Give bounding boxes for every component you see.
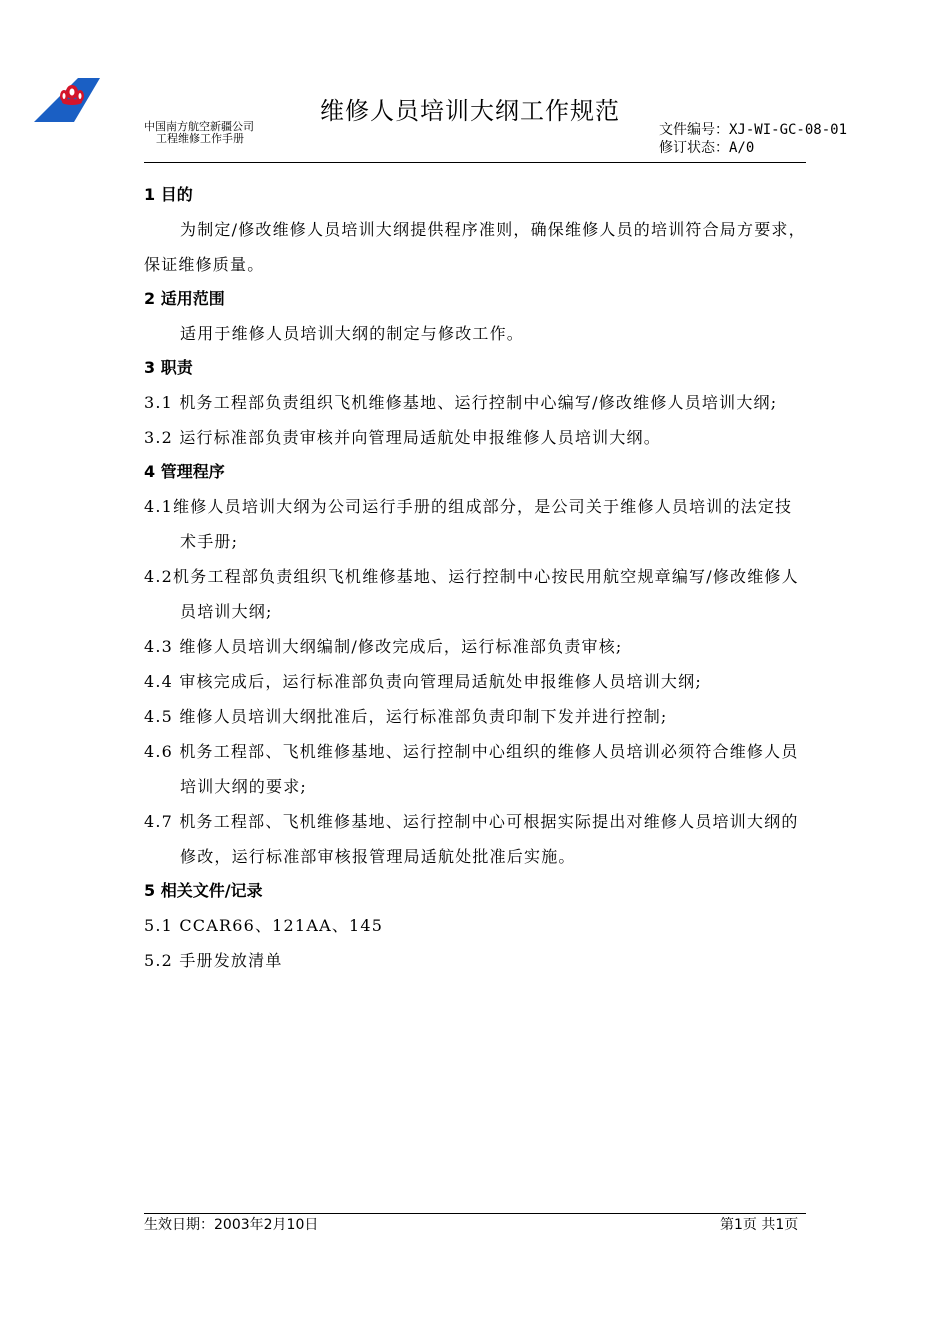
- paragraph: 为制定/修改维修人员培训大纲提供程序准则，确保维修人员的培训符合局方要求，保证维修质量。: [144, 220, 806, 274]
- list-item: 3.2 运行标准部负责审核并向管理局适航处申报维修人员培训大纲。: [144, 428, 661, 447]
- section-heading: 3 职责: [144, 358, 193, 377]
- document-title: 维修人员培训大纲工作规范: [320, 97, 620, 125]
- doc-number: 文件编号：XJ-WI-GC-08-01: [659, 122, 848, 138]
- document-body: [144, 178, 806, 978]
- list-item: 5.1 CCAR66、121AA、145: [144, 916, 384, 935]
- list-item: 4.5 维修人员培训大纲批准后，运行标准部负责印制下发并进行控制;: [144, 707, 668, 726]
- paragraph: 适用于维修人员培训大纲的制定与修改工作。: [180, 324, 525, 343]
- footer-divider: [144, 1213, 806, 1214]
- section-heading: 2 适用范围: [144, 289, 225, 308]
- manual-name: 工程维修工作手册: [156, 132, 244, 145]
- list-item: 4.2机务工程部负责组织飞机维修基地、运行控制中心按民用航空规章编写/修改维修人员培训大纲;: [144, 567, 799, 621]
- company-name: 中国南方航空新疆公司: [144, 120, 254, 133]
- document-meta: [659, 121, 847, 157]
- list-item: 4.7 机务工程部、飞机维修基地、运行控制中心可根据实际提出对维修人员培训大纲的修改，运行标准部审核报管理局适航处批准后实施。: [144, 812, 799, 866]
- page-info: 第1页 共1页: [720, 1217, 799, 1233]
- section-heading: 4 管理程序: [144, 462, 225, 481]
- revision-status: 修订状态：A/0: [659, 140, 755, 156]
- list-item: 3.1 机务工程部负责组织飞机维修基地、运行控制中心编写/修改维修人员培训大纲;: [144, 393, 778, 412]
- list-item: 5.2 手册发放清单: [144, 951, 283, 970]
- company-logo: [34, 76, 100, 124]
- effective-date: 生效日期：2003年2月10日: [144, 1217, 319, 1233]
- list-item: 4.1维修人员培训大纲为公司运行手册的组成部分，是公司关于维修人员培训的法定技术手册;: [144, 497, 793, 551]
- section-heading: 5 相关文件/记录: [144, 881, 263, 900]
- section-heading: 1 目的: [144, 185, 193, 204]
- header-divider: [144, 162, 806, 163]
- list-item: 4.6 机务工程部、飞机维修基地、运行控制中心组织的维修人员培训必须符合维修人员培训大纲的要求;: [144, 742, 799, 796]
- list-item: 4.3 维修人员培训大纲编制/修改完成后，运行标准部负责审核;: [144, 637, 623, 656]
- list-item: 4.4 审核完成后，运行标准部负责向管理局适航处申报维修人员培训大纲;: [144, 672, 702, 691]
- company-info: [144, 121, 254, 145]
